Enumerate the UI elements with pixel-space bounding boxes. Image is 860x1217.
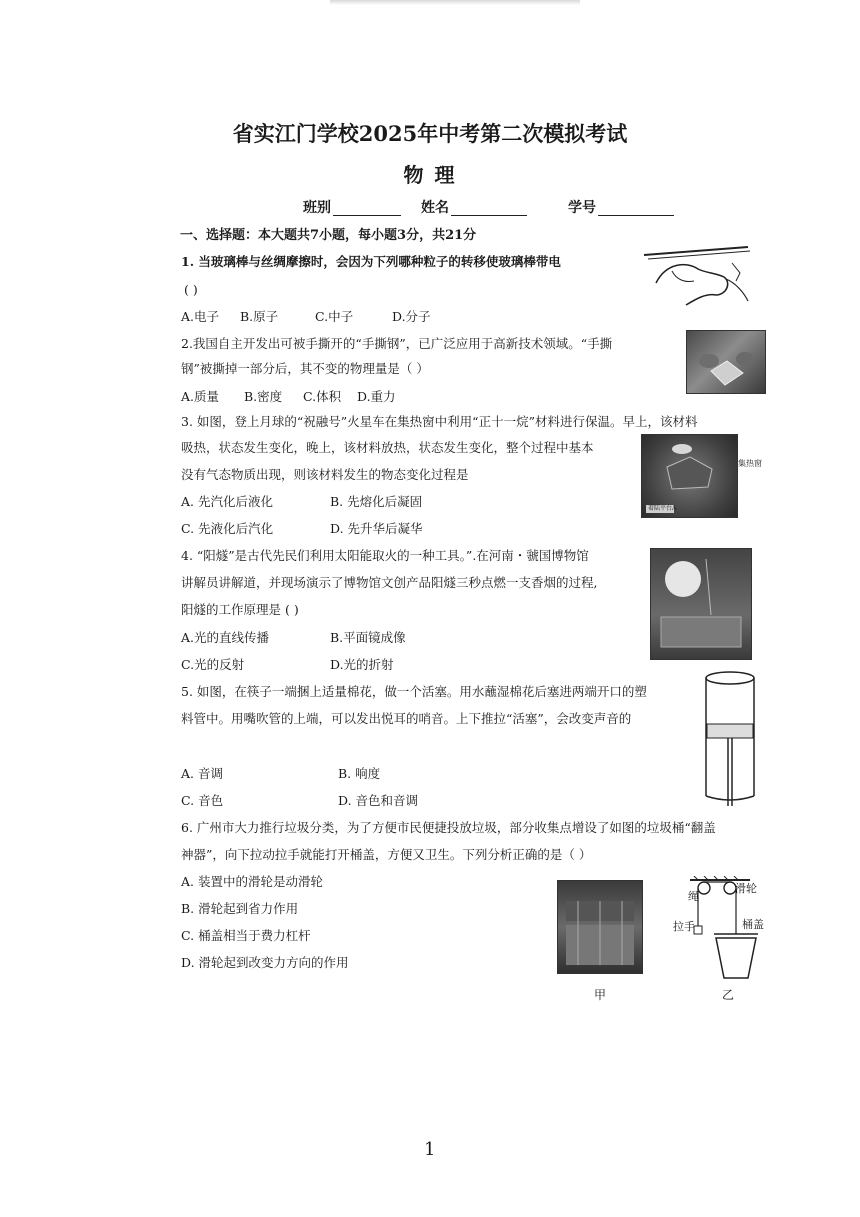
q2-option-c[interactable]: C.体积: [303, 389, 342, 404]
q5-stem-line2: 料管中。用嘴吹管的上端，可以发出悦耳的哨音。上下推拉“活塞”，会改变声音的: [181, 711, 632, 726]
q1-answer-blank: ( ): [184, 282, 198, 297]
q3-label-window: 集热窗: [738, 459, 762, 468]
q4-option-c[interactable]: C.光的反射: [181, 657, 245, 672]
q3-option-b[interactable]: B. 先熔化后凝固: [330, 494, 423, 509]
student-number-field[interactable]: [568, 200, 674, 216]
q1-hand-rod-figure: [636, 243, 756, 311]
q6-label-rope: 绳: [688, 890, 699, 903]
q6-label-yi: 乙: [722, 988, 735, 1002]
q5-option-a[interactable]: A. 音调: [181, 766, 223, 781]
q6-option-b[interactable]: B. 滑轮起到省力作用: [181, 901, 299, 916]
q3-option-d[interactable]: D. 先升华后凝华: [330, 521, 423, 536]
q1-option-b[interactable]: B.原子: [240, 309, 279, 324]
q2-option-d[interactable]: D.重力: [357, 389, 396, 404]
q4-yangsui-photo: [650, 548, 752, 660]
q3-stem-line3: 没有气态物质出现，则该材料发生的物态变化过程是: [181, 467, 469, 482]
class-field-label: 班别: [303, 200, 331, 216]
q6-option-d[interactable]: D. 滑轮起到改变力方向的作用: [181, 955, 349, 970]
page-number: 1: [424, 1139, 436, 1160]
q4-option-a[interactable]: A.光的直线传播: [181, 630, 270, 645]
class-field[interactable]: [303, 200, 401, 216]
q5-option-b[interactable]: B. 响度: [338, 766, 381, 781]
q6-stem-line1: 6. 广州市大力推行垃圾分类，为了方便市民便捷投放垃圾，部分收集点增设了如图的垃圾桶“翻盖: [181, 820, 716, 835]
q3-stem-line2: 吸热，状态发生变化，晚上，该材料放热，状态发生变化，整个过程中基本: [181, 440, 594, 455]
q6-label-pulley: 滑轮: [735, 882, 757, 895]
q3-label-platform: 着陆平台A: [648, 505, 677, 512]
section-heading: 一、选择题：本大题共7小题，每小题3分，共21分: [180, 228, 477, 243]
q6-option-a[interactable]: A. 装置中的滑轮是动滑轮: [181, 874, 323, 889]
q4-option-d[interactable]: D.光的折射: [330, 657, 394, 672]
q6-label-handle: 拉手: [673, 920, 695, 933]
q1-option-d[interactable]: D.分子: [392, 309, 431, 324]
q4-option-b[interactable]: B.平面镜成像: [330, 630, 406, 645]
q2-option-b[interactable]: B.密度: [244, 389, 283, 404]
q4-stem-line1: 4. “阳燧”是古代先民们利用太阳能取火的一种工具。”.在河南・虢国博物馆: [181, 548, 589, 563]
q1-option-a[interactable]: A.电子: [181, 309, 220, 324]
name-field[interactable]: [421, 200, 527, 216]
q6-label-lid: 桶盖: [742, 918, 764, 931]
q5-option-d[interactable]: D. 音色和音调: [338, 793, 419, 808]
q6-option-c[interactable]: C. 桶盖相当于费力杠杆: [181, 928, 311, 943]
q2-steel-photo: [686, 330, 766, 394]
q5-tube-figure: [700, 668, 760, 808]
scan-smudge: [330, 0, 580, 5]
exam-title: 省实江门学校2025年中考第二次模拟考试: [232, 121, 628, 146]
q2-stem-line1: 2.我国自主开发出可被手撕开的“手撕钢”，已广泛应用于高新技术领域。“手撕: [181, 336, 613, 351]
student-number-label: 学号: [568, 200, 596, 216]
q4-stem-line2: 讲解员讲解道，并现场演示了博物馆文创产品阳燧三秒点燃一支香烟的过程,: [181, 575, 598, 590]
q1-stem: 1. 当玻璃棒与丝绸摩擦时，会因为下列哪种粒子的转移使玻璃棒带电: [181, 254, 561, 269]
q5-stem-line1: 5. 如图，在筷子一端捆上适量棉花，做一个活塞。用水蘸湿棉花后塞进两端开口的塑: [181, 684, 647, 699]
q3-rover-photo: [641, 434, 738, 518]
q3-option-a[interactable]: A. 先汽化后液化: [181, 494, 273, 509]
q1-option-c[interactable]: C.中子: [315, 309, 354, 324]
q5-option-c[interactable]: C. 音色: [181, 793, 224, 808]
q6-photo-jia: [557, 880, 643, 974]
q6-stem-line2: 神器”，向下拉动拉手就能打开桶盖，方便又卫生。下列分析正确的是（ ）: [181, 847, 592, 862]
q2-option-a[interactable]: A.质量: [181, 389, 220, 404]
q3-stem-line1: 3. 如图，登上月球的“祝融号”火星车在集热窗中利用“正十一烷”材料进行保温。早上，该材料: [181, 414, 698, 429]
q4-stem-line3: 阳燧的工作原理是 ( ): [181, 602, 299, 617]
q2-stem-line2: 钢”被撕掉一部分后，其不变的物理量是（ ）: [181, 361, 429, 376]
subject-title: 物 理: [403, 163, 457, 187]
q3-option-c[interactable]: C. 先液化后汽化: [181, 521, 274, 536]
name-field-label: 姓名: [421, 200, 449, 216]
q6-label-jia: 甲: [594, 988, 607, 1002]
